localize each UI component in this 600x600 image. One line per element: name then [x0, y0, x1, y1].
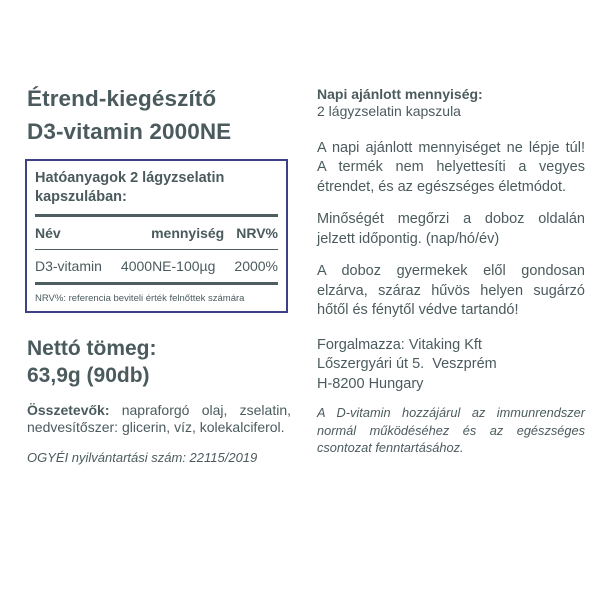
cell-name: D3-vitamin	[35, 258, 102, 274]
health-claim: A D-vitamin hozzájárul az immunrendszer normál működéséhez és az egészséges csontozat fenntartásához.	[317, 405, 585, 455]
distributor-street: Lőszergyári út 5. Veszprém	[317, 356, 497, 372]
storage-instructions: A doboz gyermekek elől gondosan elzárva, száraz hűvös helyen sugárzó hőtől és fénytől védve tartandó!	[317, 263, 585, 318]
product-name-title: D3-vitamin 2000NE	[27, 119, 232, 144]
ingredients-text	[27, 402, 291, 436]
distributor-city: H-8200 Hungary	[317, 375, 424, 392]
best-before: Minőségét megőrzi a doboz oldalán jelzett időpontig. (nap/hó/év)	[317, 211, 585, 247]
divider	[35, 214, 278, 217]
divider	[35, 249, 278, 250]
table-row	[35, 258, 278, 275]
header-name: Név	[35, 225, 61, 241]
product-category-title: Étrend-kiegészítő	[27, 86, 217, 111]
table-header-row	[35, 225, 278, 242]
left-column	[27, 82, 291, 466]
right-column	[317, 86, 585, 457]
ingredients-list: napraforgó olaj, zselatin, nedvesítőszer: glicerin, víz, kolekalciferol.	[27, 402, 291, 435]
nrv-footnote: NRV%: referencia beviteli érték felnőttek számára	[35, 293, 245, 304]
net-weight	[27, 335, 291, 389]
net-weight-value: 63,9g (90db)	[27, 364, 150, 387]
ingredients-label: Összetevők:	[27, 402, 110, 418]
active-ingredients-title: Hatóanyagok 2 lágyzselatin kapszulában:	[35, 170, 225, 205]
header-nrv: NRV%	[236, 225, 278, 241]
distributor	[317, 336, 585, 395]
cell-nrv: 2000%	[234, 258, 278, 274]
header-amount: mennyiség	[151, 225, 225, 241]
cell-amount: 4000NE-100µg	[120, 258, 216, 274]
divider	[35, 282, 278, 285]
registration-number: OGYÉI nyilvántartási szám: 22115/2019	[27, 450, 258, 465]
net-weight-label: Nettó tömeg:	[27, 337, 157, 360]
daily-dose-value: 2 lágyzselatin kapszula	[317, 103, 461, 119]
active-ingredients-box	[25, 159, 288, 313]
distributor-name: Forgalmazza: Vitaking Kft	[317, 336, 482, 353]
daily-dose-heading: Napi ajánlott mennyiség:	[317, 86, 483, 102]
dose-warning: A napi ajánlott mennyiséget ne lépje túl! A termék nem helyettesíti a vegyes étrendet, és az egészséges életmódot.	[317, 139, 585, 195]
